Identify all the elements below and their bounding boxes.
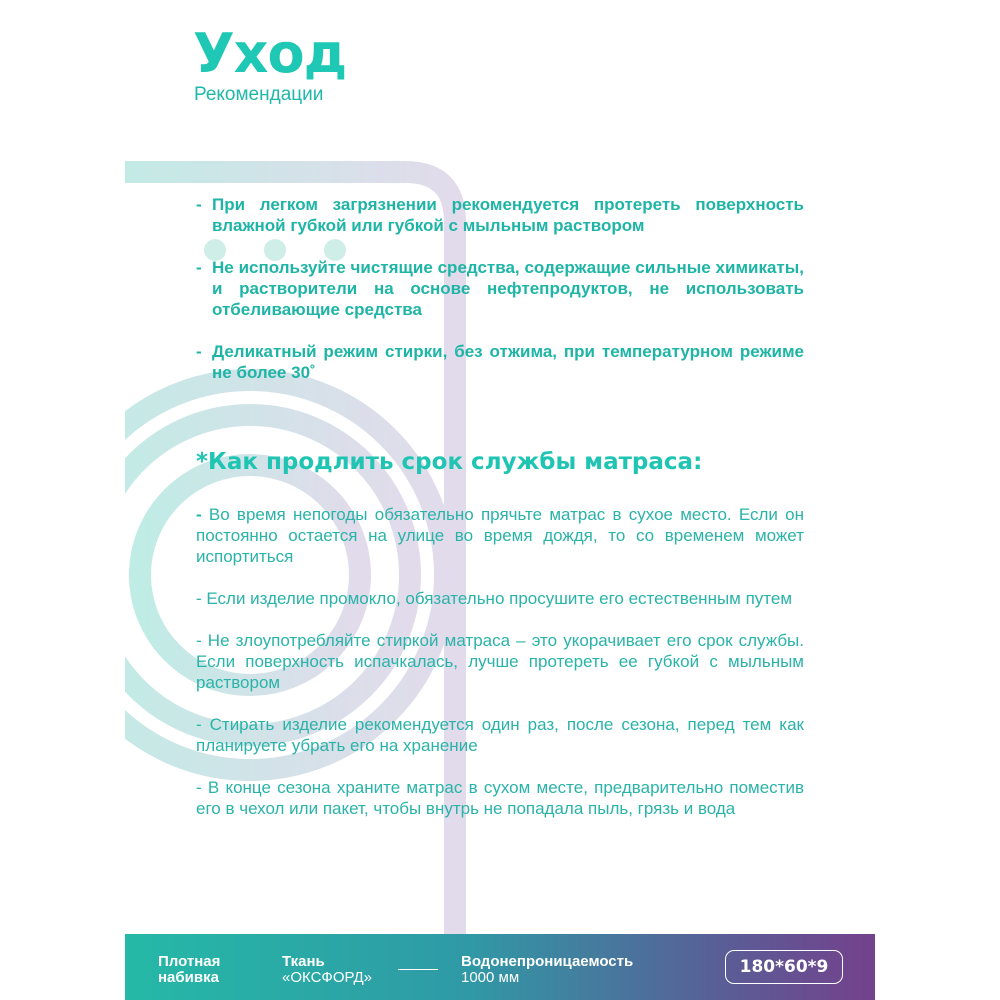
- product-specs-bar: [125, 934, 875, 1000]
- waterproof-value: 1000 мм: [461, 969, 520, 986]
- size-badge: 180*60*9: [725, 950, 843, 984]
- recommendation-item: - Не используйте чистящие средства, содержащие сильные химикаты, и растворители на основе нефтепродуктов, не использовать отбеливающие средства: [196, 258, 804, 319]
- recommendation-item: - Деликатный режим стирки, без отжима, при температурном режиме не более 30˚: [196, 342, 804, 382]
- care-recommendations: [196, 194, 804, 404]
- filling-label: Плотная набивка: [158, 953, 221, 986]
- tip-item: - Если изделие промокло, обязательно просушите его естественным путем: [196, 589, 793, 608]
- waterproof-spec: [461, 954, 633, 986]
- fabric-value: «ОКСФОРД»: [282, 969, 372, 986]
- fabric-spec: [282, 954, 372, 986]
- tip-item: - В конце сезона храните матрас в сухом месте, предварительно поместив его в чехол или пакет, чтобы внутрь не попадала пыль, грязь и вода: [196, 778, 804, 818]
- page-title: Уход: [193, 22, 347, 85]
- page-subtitle: Рекомендации: [194, 84, 324, 105]
- divider: [398, 969, 438, 970]
- tip-item: - Во время непогоды обязательно прячьте матрас в сухое место. Если он постоянно остается на улице во время дождя, то со временем может испортиться: [196, 505, 804, 566]
- waterproof-label: Водонепроницаемость: [461, 953, 634, 970]
- tip-item: - Не злоупотребляйте стиркой матраса – это укорачивает его срок службы. Если поверхность испачкалась, лучше протереть ее губкой с мыльным раствором: [196, 631, 804, 692]
- fabric-label: Ткань: [282, 953, 325, 970]
- tip-item: - Стирать изделие рекомендуется один раз, после сезона, перед тем как планируете убрать его на хранение: [196, 715, 804, 755]
- recommendation-item: - При легком загрязнении рекомендуется протереть поверхность влажной губкой или губкой с мыльным раствором: [196, 195, 804, 235]
- lifespan-tips: [196, 504, 804, 840]
- section-title: *Как продлить срок службы матраса:: [196, 449, 703, 475]
